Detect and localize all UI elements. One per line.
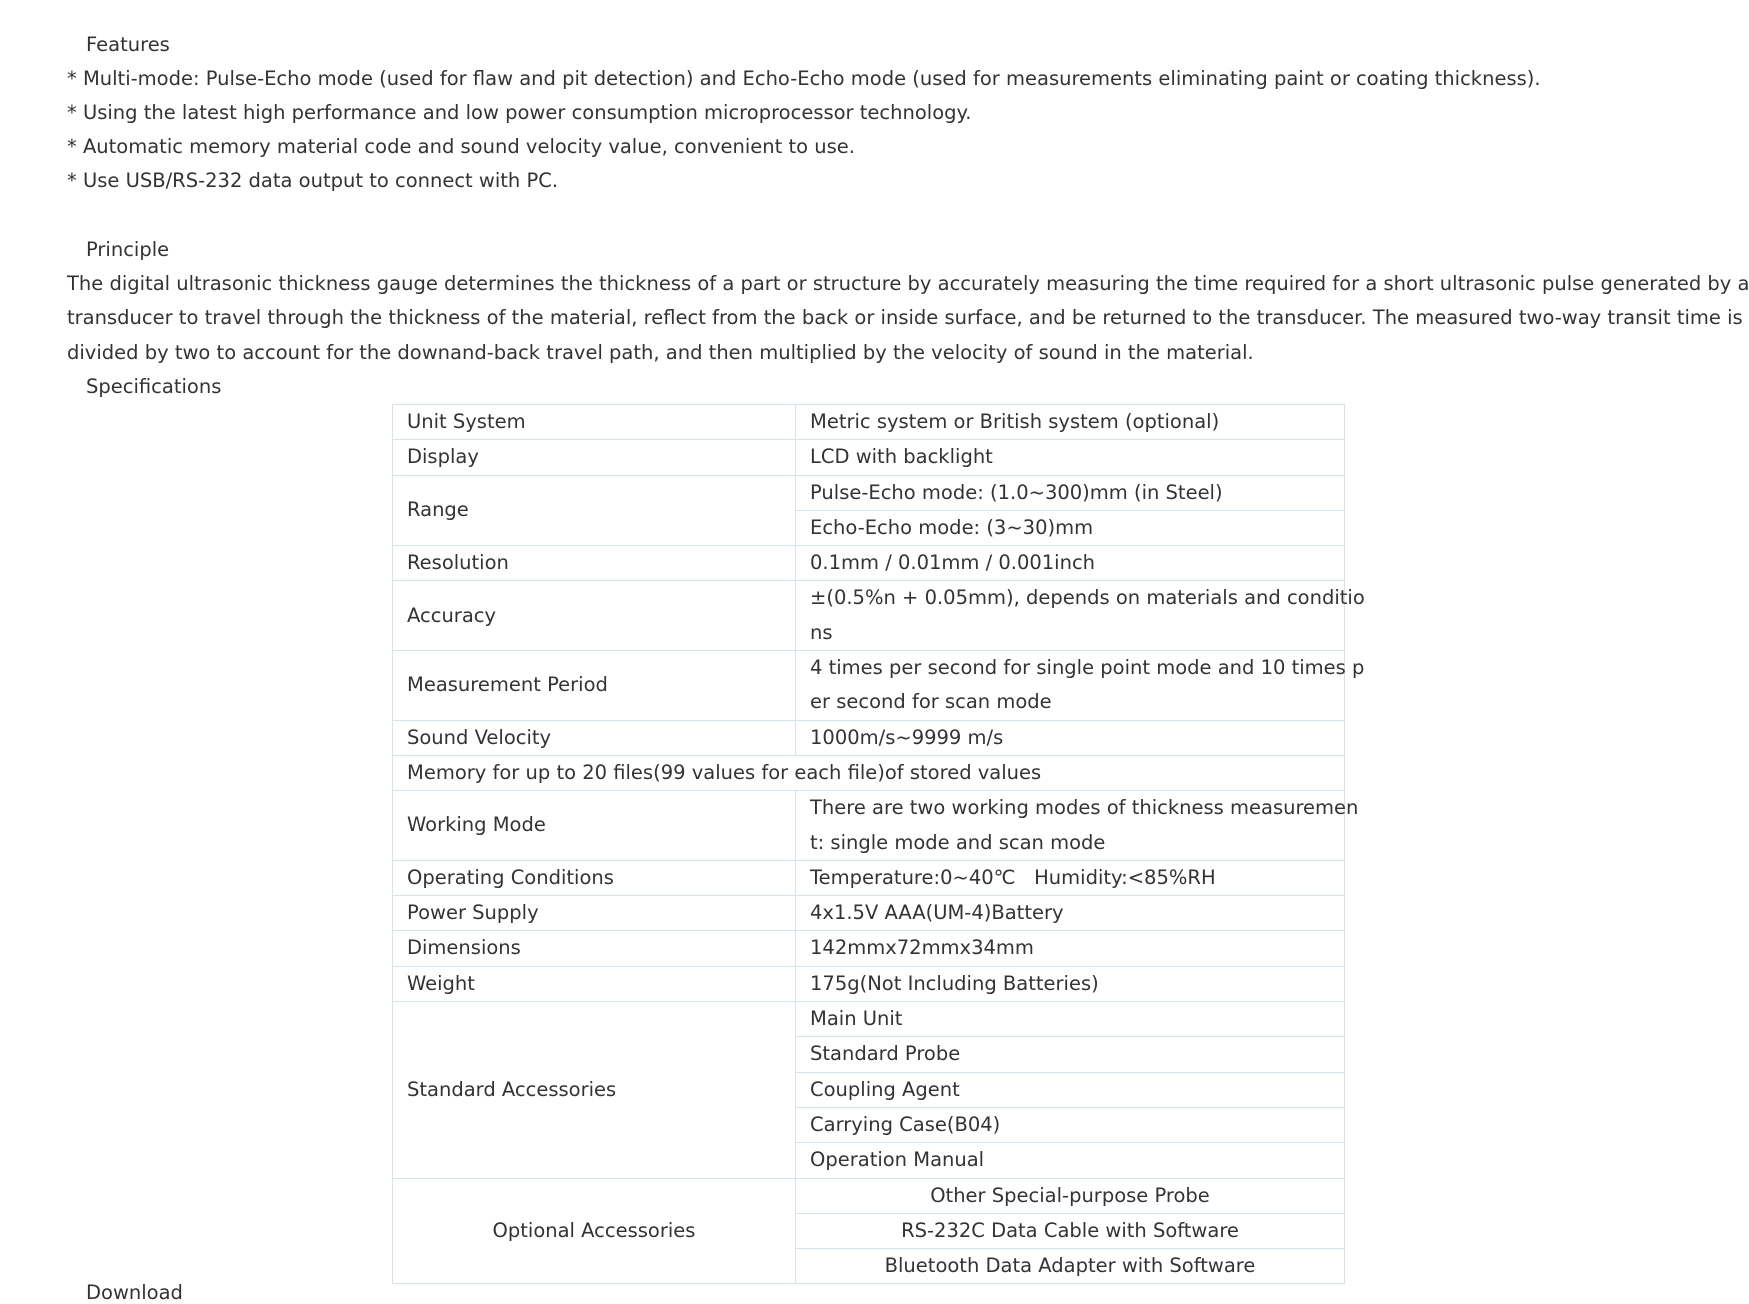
spec-value: 4x1.5V AAA(UM-4)Battery — [796, 896, 1345, 931]
principle-heading: Principle — [86, 238, 170, 261]
spec-label: Resolution — [393, 546, 796, 581]
principle-line: The digital ultrasonic thickness gauge determines the thickness of a part or structure by accurately measuring the time required for a short ultrasonic pulse generated by a — [67, 272, 1749, 295]
table-row — [393, 1178, 1345, 1213]
spec-label: Accuracy — [393, 581, 796, 651]
spec-value-line: ±(0.5%n + 0.05mm), depends on materials and conditio — [810, 586, 1365, 610]
spec-label: Measurement Period — [393, 651, 796, 721]
spec-value-line: t: single mode and scan mode — [810, 830, 1106, 854]
table-row — [393, 860, 1345, 895]
spec-label: Standard Accessories — [393, 1002, 796, 1178]
table-row — [393, 651, 1345, 721]
accessory-item: RS-232C Data Cable with Software — [796, 1213, 1345, 1248]
spec-label: Sound Velocity — [393, 720, 796, 755]
spec-value — [796, 791, 1359, 861]
spec-value: 175g(Not Including Batteries) — [796, 966, 1345, 1001]
feature-item: * Using the latest high performance and low power consumption microprocessor technology. — [67, 101, 972, 124]
specifications-heading: Specifications — [86, 374, 222, 398]
spec-value — [796, 651, 1365, 721]
spec-value: 0.1mm / 0.01mm / 0.001inch — [796, 546, 1345, 581]
spacer — [67, 198, 1667, 233]
spec-value: Metric system or British system (optional) — [796, 405, 1345, 440]
spec-value-line: 4 times per second for single point mode and 10 times p — [810, 656, 1365, 680]
page-content — [67, 28, 1749, 404]
accessory-item: Main Unit — [796, 1002, 1345, 1037]
table-row — [393, 1002, 1345, 1037]
table-row — [393, 966, 1345, 1001]
features-list — [67, 62, 1667, 198]
features-heading: Features — [86, 33, 170, 56]
accessory-item: Operation Manual — [796, 1143, 1345, 1178]
principle-paragraph — [67, 267, 1749, 370]
table-row — [393, 896, 1345, 931]
principle-line: transducer to travel through the thickness of the material, reflect from the back or inside surface, and be returned to the transducer. The measured two-way transit time is — [67, 306, 1743, 330]
spec-value: Pulse-Echo mode: (1.0~300)mm (in Steel) — [796, 475, 1345, 510]
spec-value-line: ns — [810, 620, 833, 644]
spec-label: Dimensions — [393, 931, 796, 966]
spec-label: Unit System — [393, 405, 796, 440]
table-row — [393, 581, 1345, 651]
spec-value — [796, 581, 1365, 651]
spec-value: 1000m/s~9999 m/s — [796, 720, 1345, 755]
table-row — [393, 755, 1345, 790]
spec-label: Optional Accessories — [393, 1178, 796, 1284]
accessory-item: Other Special-purpose Probe — [796, 1178, 1345, 1213]
feature-item: * Automatic memory material code and sound velocity value, convenient to use. — [67, 135, 855, 158]
accessory-item: Carrying Case(B04) — [796, 1107, 1345, 1142]
table-row — [393, 546, 1345, 581]
table-row — [393, 440, 1345, 475]
spec-value: Echo-Echo mode: (3~30)mm — [796, 510, 1345, 545]
spec-value: 142mmx72mmx34mm — [796, 931, 1345, 966]
spec-label: Range — [393, 475, 796, 546]
spec-value-line: er second for scan mode — [810, 690, 1052, 714]
table-row — [393, 405, 1345, 440]
spec-label: Working Mode — [393, 791, 796, 861]
table-row — [393, 931, 1345, 966]
table-row — [393, 720, 1345, 755]
spec-label: Display — [393, 440, 796, 475]
table-row — [393, 791, 1345, 861]
feature-item: * Use USB/RS-232 data output to connect with PC. — [67, 169, 559, 192]
feature-item: * Multi-mode: Pulse-Echo mode (used for flaw and pit detection) and Echo-Echo mode (used for measurements eliminating paint or coating thickness). — [67, 67, 1541, 90]
spec-value: LCD with backlight — [796, 440, 1345, 475]
spec-label: Operating Conditions — [393, 860, 796, 895]
accessory-item: Bluetooth Data Adapter with Software — [796, 1249, 1345, 1284]
spec-label: Weight — [393, 966, 796, 1001]
spec-memory: Memory for up to 20 files(99 values for each file)of stored values — [393, 755, 1345, 790]
principle-line: divided by two to account for the downand-back travel path, and then multiplied by the velocity of sound in the material. — [67, 340, 1254, 364]
download-heading: Download — [86, 1281, 183, 1304]
spec-value: Temperature:0~40℃ Humidity:<85%RH — [796, 860, 1345, 895]
accessory-item: Coupling Agent — [796, 1072, 1345, 1107]
spec-label: Power Supply — [393, 896, 796, 931]
spec-value-line: There are two working modes of thickness measuremen — [810, 796, 1359, 820]
specifications-table — [392, 404, 1365, 1284]
accessory-item: Standard Probe — [796, 1037, 1345, 1072]
table-row — [393, 475, 1345, 510]
